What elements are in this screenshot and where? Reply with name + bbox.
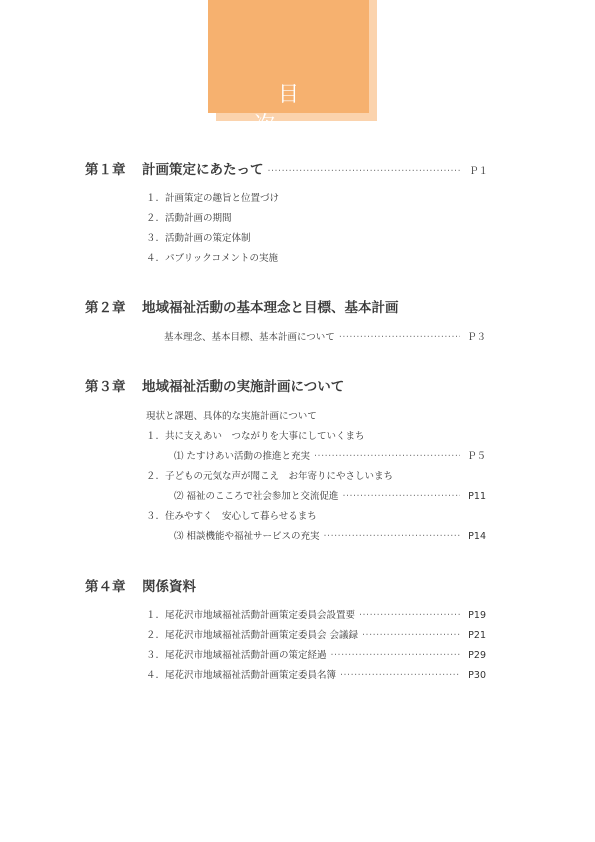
sub-item-label: ⑵ 福祉のこころで社会参加と交流促進 xyxy=(174,491,339,502)
chapter-3-title xyxy=(85,375,344,395)
chapter-2-entry xyxy=(164,329,486,343)
chapter-1-item xyxy=(146,210,232,224)
item-number: １. xyxy=(146,610,159,621)
item-number: ３. xyxy=(146,511,159,522)
item-number: １. xyxy=(146,193,159,204)
chapter-2-label: 地域福祉活動の基本理念と目標、基本計画 xyxy=(142,300,399,316)
chapter-4-label: 関係資料 xyxy=(142,579,196,595)
chapter-3-number: 第３章 xyxy=(85,379,126,395)
page-title: 目 次 xyxy=(254,82,347,136)
chapter-3-label: 地域福祉活動の実施計画について xyxy=(142,379,345,395)
chapter-3-intro: 現状と課題、具体的な実施計画について xyxy=(146,411,317,422)
sub-item-page: P14 xyxy=(468,531,486,542)
chapter-4-number: 第４章 xyxy=(85,579,126,595)
item-label: 尾花沢市地域福祉活動計画策定委員会 会議録 xyxy=(165,630,359,641)
leader-dots xyxy=(331,650,460,661)
chapter-3-item xyxy=(146,468,393,482)
sub-item-label: ⑴ たすけあい活動の推進と充実 xyxy=(174,451,311,462)
item-number: ２. xyxy=(146,471,159,482)
item-label: 住みやすく 安心して暮らせるまち xyxy=(165,511,317,522)
item-number: ４. xyxy=(146,253,159,264)
title-box xyxy=(208,0,369,136)
chapter-1-page: Ｐ１ xyxy=(468,166,488,177)
chapter-1-number: 第１章 xyxy=(85,162,126,178)
leader-dots xyxy=(340,670,460,681)
item-number: １. xyxy=(146,431,159,442)
chapter-4-item xyxy=(146,627,486,641)
item-page: P19 xyxy=(468,610,486,621)
chapter-1-label: 計画策定にあたって xyxy=(142,162,264,178)
item-label: 尾花沢市地域福祉活動計画の策定経過 xyxy=(165,650,327,661)
chapter-4-item xyxy=(146,667,486,681)
item-label: 子どもの元気な声が聞こえ お年寄りにやさしいまち xyxy=(165,471,394,482)
item-label: 計画策定の趣旨と位置づけ xyxy=(165,193,280,204)
chapter-4-item xyxy=(146,607,486,621)
chapter-3-item xyxy=(146,428,365,442)
item-label: 共に支えあい つながりを大事にしていくまち xyxy=(165,431,365,442)
entry-label: 基本理念、基本目標、基本計画について xyxy=(164,332,335,343)
leader-dots xyxy=(359,610,460,621)
item-number: ３. xyxy=(146,650,159,661)
chapter-1-item xyxy=(146,250,278,264)
item-label: 活動計画の策定体制 xyxy=(165,233,251,244)
item-page: P30 xyxy=(468,670,486,681)
sub-item-label: ⑶ 相談機能や福祉サービスの充実 xyxy=(174,531,320,542)
item-label: 尾花沢市地域福祉活動計画策定委員会設置要 xyxy=(165,610,356,621)
item-page: P29 xyxy=(468,650,486,661)
chapter-2-number: 第２章 xyxy=(85,300,126,316)
leader-dots xyxy=(324,531,460,542)
chapter-4-title xyxy=(85,575,196,595)
item-label: パブリックコメントの実施 xyxy=(165,253,279,264)
sub-item-page: P11 xyxy=(468,491,486,502)
chapter-3-item xyxy=(146,508,317,522)
item-number: ２. xyxy=(146,213,159,224)
item-page: P21 xyxy=(468,630,486,641)
chapter-3-sub-item xyxy=(174,488,486,502)
item-number: ４. xyxy=(146,670,159,681)
chapter-1-title xyxy=(85,158,264,178)
chapter-1-item xyxy=(146,230,251,244)
leader-dots xyxy=(314,451,460,462)
leader-dots xyxy=(268,166,463,177)
item-label: 活動計画の期間 xyxy=(165,213,232,224)
chapter-1-item xyxy=(146,190,279,204)
leader-dots xyxy=(339,332,460,343)
entry-page: Ｐ３ xyxy=(466,332,486,343)
leader-dots xyxy=(342,491,460,502)
item-label: 尾花沢市地域福祉活動計画策定委員名簿 xyxy=(165,670,337,681)
item-number: ２. xyxy=(146,630,159,641)
chapter-3-sub-item xyxy=(174,448,486,462)
chapter-2-title xyxy=(85,296,399,316)
sub-item-page: Ｐ５ xyxy=(466,451,486,462)
item-number: ３. xyxy=(146,233,159,244)
chapter-4-item xyxy=(146,647,486,661)
leader-dots xyxy=(362,630,460,641)
chapter-3-sub-item xyxy=(174,528,486,542)
chapter-1-heading xyxy=(85,158,488,178)
